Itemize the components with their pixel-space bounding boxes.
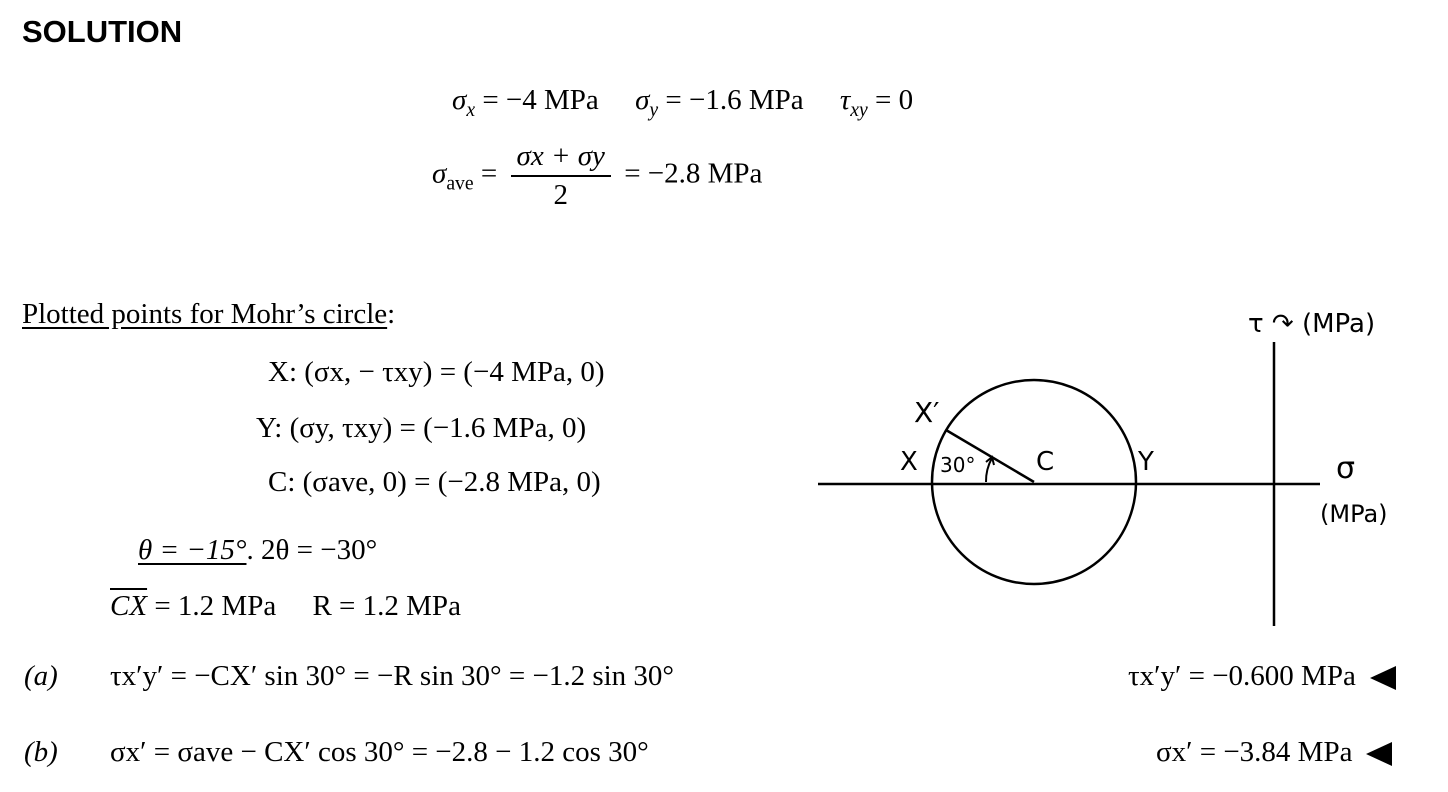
answer-marker-icon [1370, 666, 1396, 690]
point-c: C: (σave, 0) = (−2.8 MPa, 0) [268, 466, 601, 498]
answer-marker-icon [1366, 742, 1392, 766]
sigma-axis-label: σ [1336, 451, 1356, 486]
average-stress-equation: $\sigma_{ave}$ = $\frac{\sigma x + \sigma y}{2}$ = −2.8 MPa [432, 140, 763, 211]
cx-radius-line: $\overline{CX} = 1.2$ MPa R = 1.2 MPa [110, 590, 461, 622]
part-a-work: τx′y′ = −CX′ sin 30° = −R sin 30° = −1.2 sin 30° [110, 660, 675, 692]
sigma-unit-label: (MPa) [1320, 500, 1388, 528]
angle-label: 30° [940, 453, 976, 477]
plotted-points-heading: Plotted points for Mohr’s circle: [22, 298, 396, 330]
tau-axis-label: τ ↷ (MPa) [1248, 309, 1376, 339]
part-a-label: (a) [24, 660, 58, 692]
part-b-work: σx′ = σave − CX′ cos 30° = −2.8 − 1.2 cos 30° [110, 736, 649, 768]
solution-heading: SOLUTION [22, 14, 183, 49]
part-a-answer: τx′y′ = −0.600 MPa [1128, 660, 1396, 693]
mohrs-circle-diagram [810, 296, 1430, 636]
c-point-label: C [1036, 447, 1055, 477]
part-b-answer: σx′ = −3.84 MPa [1156, 736, 1392, 769]
average-fraction: $\frac{\sigma x + \sigma y}{2}$ [511, 140, 611, 212]
theta-line: θ = −15°. 2θ = −30° [138, 534, 378, 566]
given-stresses: $\sigma_x = -4$ MPa $\sigma_y = -1.6$ MPa $\tau_{xy} = 0$ [452, 84, 914, 121]
x-prime-label: X′ [914, 396, 940, 429]
part-b-label: (b) [24, 736, 58, 768]
x-point-label: X [900, 447, 918, 477]
point-y: Y: (σy, τxy) = (−1.6 MPa, 0) [256, 412, 587, 444]
point-x: X: (σx, − τxy) = (−4 MPa, 0) [268, 356, 605, 388]
y-point-label: Y [1138, 447, 1154, 477]
